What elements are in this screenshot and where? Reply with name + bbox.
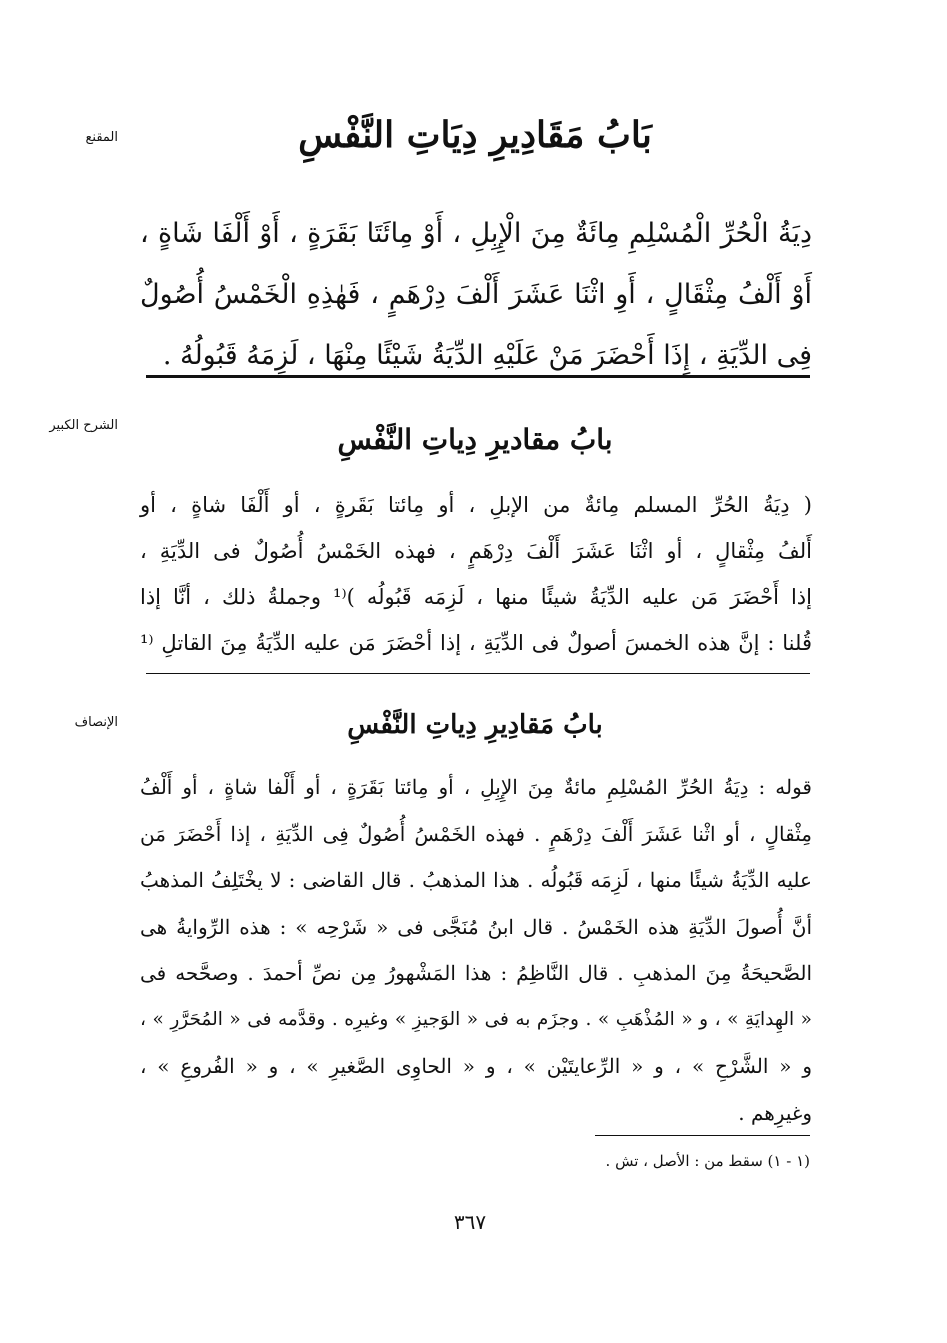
side-label-insaf: الإنصاف xyxy=(74,715,118,730)
sharh-line: قُلنا : إنَّ هذه الخمسَ أصولٌ فى الدِّيَةِ ، إذا أحْضَرَ مَن عليه الدِّيَةُ مِنَ القاتلِ ⁽¹ xyxy=(140,631,812,655)
section-divider-thick xyxy=(146,375,810,378)
section-divider-thin xyxy=(146,673,810,674)
insaf-line: قوله : دِيَةُ الحُرِّ المُسْلِمِ مائةٌ مِنَ الإِبِلِ ، أو مِائتا بَقَرَةٍ ، أو أَلْفا شاةٍ ، أو أَلْفُ xyxy=(140,775,812,799)
insaf-line: و « الشَّرْحِ » ، و « الرِّعايتَيْن » ، و « الحاوِى الصَّغيرِ » ، و « الفُروعِ » ، xyxy=(140,1054,812,1078)
sharh-line: إذا أَحْضَرَ مَن عليه الدِّيَةُ شيئًا منها ، لَزِمَه قَبُولُه )⁽¹ وجملةُ ذلك ، أنَّا إذا xyxy=(140,585,812,609)
side-label-sharh-kabir: الشرح الكبير xyxy=(49,418,118,433)
muqni-text xyxy=(140,203,812,386)
insaf-line: وغيرِهم . xyxy=(738,1100,812,1125)
footnote-separator xyxy=(595,1135,810,1136)
muqni-title: بَابُ مَقَادِيرِ دِيَاتِ النَّفْسِ xyxy=(298,114,652,156)
sharh-line: أَلفُ مِثْقالٍ ، أو اثْنَا عَشَرَ أَلْفَ دِرْهَمٍ ، فهذه الخَمْسُ أُصُولٌ فى الدِّيَةِ ، xyxy=(140,539,812,563)
sharh-title: بابُ مقاديرِ دِياتِ النَّفْسِ xyxy=(337,423,613,456)
side-label-muqni: المقنع xyxy=(85,130,118,145)
insaf-title: بابُ مَقادِيرِ دِياتِ النَّفْسِ xyxy=(347,710,603,740)
insaf-line: عليه الدِّيَةُ شيئًا منها ، لَزِمَه قَبُولُه . هذا المذهبُ . قال القاضى : لا يخْتَلِفُ المذهبُ xyxy=(140,868,812,892)
insaf-line: الصَّحيحَةُ مِنَ المذهبِ . قال النَّاظِمُ : هذا المَشْهورُ مِن نصِّ أحمدَ . وصحَّحه فى xyxy=(140,961,812,985)
footnote: (١ - ١) سقط من : الأصل ، تش . xyxy=(605,1152,810,1170)
sharh-text xyxy=(140,482,812,666)
muqni-line: فِى الدِّيَةِ ، إِذَا أَحْضَرَ مَنْ عَلَيْهِ الدِّيَةُ شَيْئًا مِنْهَا ، لَزِمَهُ قَبُولُهُ . xyxy=(162,340,812,371)
insaf-line: « الهِدايَةِ » ، و « المُذْهَبِ » . وجزَم به فى « الوَجيزِ » وغيرِه . وقدَّمه فى « المُحَرَّرِ » ، xyxy=(140,1008,812,1030)
sharh-line: ( دِيَةُ الحُرِّ المسلم مِائةٌ من الإبلِ ، أو مِائتا بَقَرةٍ ، أو أَلْفَا شاةٍ ، أو xyxy=(140,493,812,517)
muqni-line: أَوْ أَلْفُ مِثْقَالٍ ، أَوِ اثْنَا عَشَرَ أَلْفَ دِرْهَمٍ ، فَهٰذِهِ الْخَمْسُ أُصُولٌ xyxy=(140,279,812,310)
muqni-line: دِيَةُ الْحُرِّ الْمُسْلِمِ مِائَةٌ مِنَ الْإِبِلِ ، أَوْ مِائَتَا بَقَرَةٍ ، أَوْ أَلْفَا شَاةٍ ، xyxy=(140,218,812,249)
page-number: ٣٦٧ xyxy=(453,1210,487,1234)
insaf-text xyxy=(140,764,812,1136)
insaf-line: أنَّ أُصولَ الدِّيَةِ هذه الخَمْسُ . قال ابنُ مُنَجَّى فى « شَرْحِه » : هذه الرِّوايةُ هى xyxy=(140,914,812,939)
insaf-line: مِثْقالٍ ، أو اثْنا عَشَرَ أَلْفَ دِرْهَمٍ . فهذه الخَمْسُ أُصُولٌ فِى الدِّيَةِ ، إذا أَحْضَرَ مَن xyxy=(140,821,812,846)
